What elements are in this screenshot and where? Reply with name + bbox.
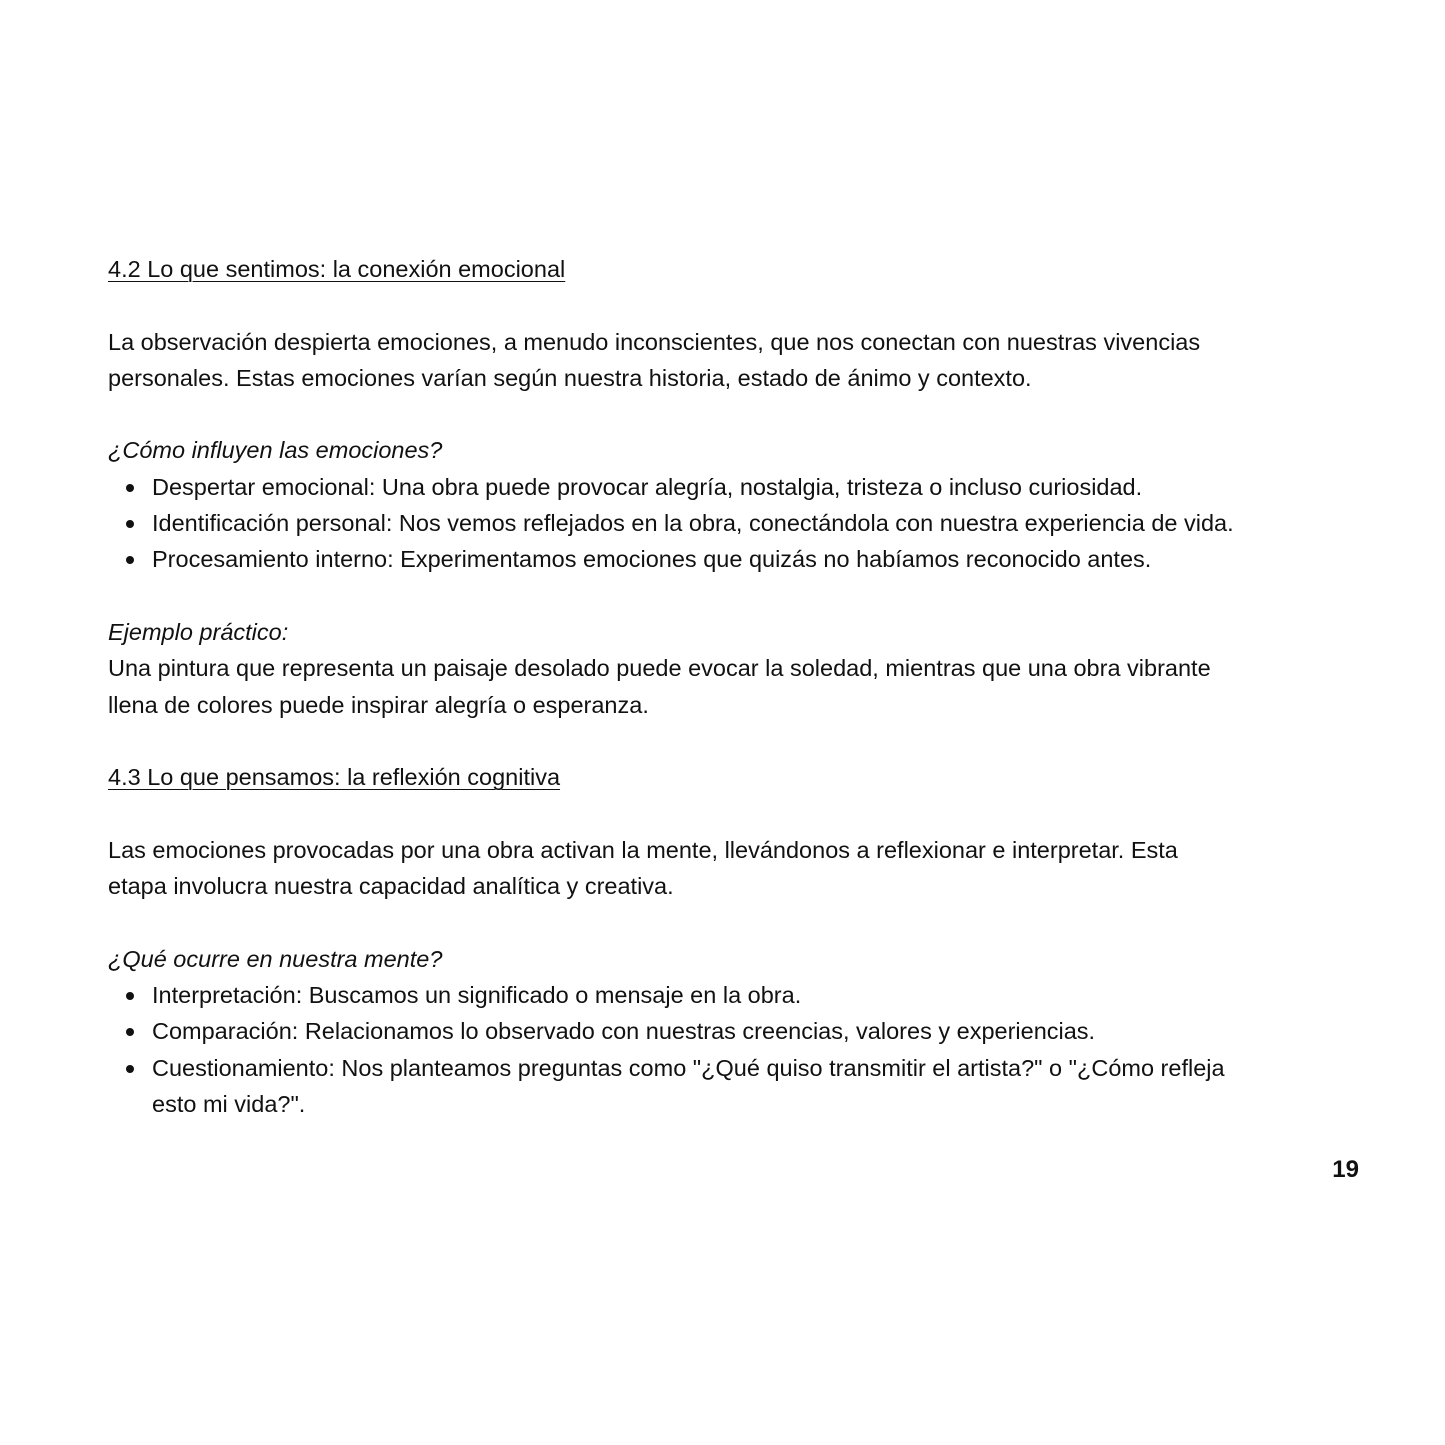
- list-item: Procesamiento interno: Experimentamos emociones que quizás no habíamos reconocido antes.: [108, 541, 1358, 577]
- bullet-list: [108, 977, 1358, 1122]
- page-content: [108, 251, 1358, 1122]
- paragraph-line: Una pintura que representa un paisaje desolado puede evocar la soledad, mientras que una obra vibrante: [108, 655, 1211, 682]
- spacer: [108, 723, 1358, 759]
- subheading-question: ¿Cómo influyen las emociones?: [108, 437, 443, 464]
- list-item: [108, 1050, 1358, 1123]
- subheading-question: ¿Qué ocurre en nuestra mente?: [108, 945, 443, 972]
- list-item-line: esto mi vida?".: [152, 1090, 306, 1117]
- paragraph-line: personales. Estas emociones varían según nuestra historia, estado de ánimo y contexto.: [108, 364, 1032, 391]
- bullet-list: [108, 469, 1358, 578]
- paragraph-line: etapa involucra nuestra capacidad analítica y creativa.: [108, 873, 674, 900]
- list-item: Comparación: Relacionamos lo observado con nuestras creencias, valores y experiencias.: [108, 1013, 1358, 1049]
- spacer: [108, 578, 1358, 614]
- paragraph-line: Las emociones provocadas por una obra activan la mente, llevándonos a reflexionar e interpretar. Esta: [108, 836, 1178, 863]
- spacer: [108, 904, 1358, 940]
- example-label: Ejemplo práctico:: [108, 618, 289, 645]
- list-item-line: Cuestionamiento: Nos planteamos preguntas como "¿Qué quiso transmitir el artista?" o "¿Cómo refleja: [152, 1054, 1225, 1081]
- page-number: 19: [1332, 1156, 1359, 1183]
- section-heading-4-3: 4.3 Lo que pensamos: la reflexión cognitiva: [108, 764, 561, 791]
- spacer: [108, 287, 1358, 323]
- list-item: Despertar emocional: Una obra puede provocar alegría, nostalgia, tristeza o incluso curiosidad.: [108, 469, 1358, 505]
- list-item: Identificación personal: Nos vemos reflejados en la obra, conectándola con nuestra experiencia de vida.: [108, 505, 1358, 541]
- section-heading-4-2: 4.2 Lo que sentimos: la conexión emocional: [108, 256, 566, 282]
- list-item: Interpretación: Buscamos un significado o mensaje en la obra.: [108, 977, 1358, 1013]
- spacer: [108, 795, 1358, 831]
- paragraph-line: llena de colores puede inspirar alegría o esperanza.: [108, 691, 649, 718]
- spacer: [108, 396, 1358, 432]
- paragraph-line: La observación despierta emociones, a menudo inconscientes, que nos conectan con nuestras vivencias: [108, 328, 1201, 355]
